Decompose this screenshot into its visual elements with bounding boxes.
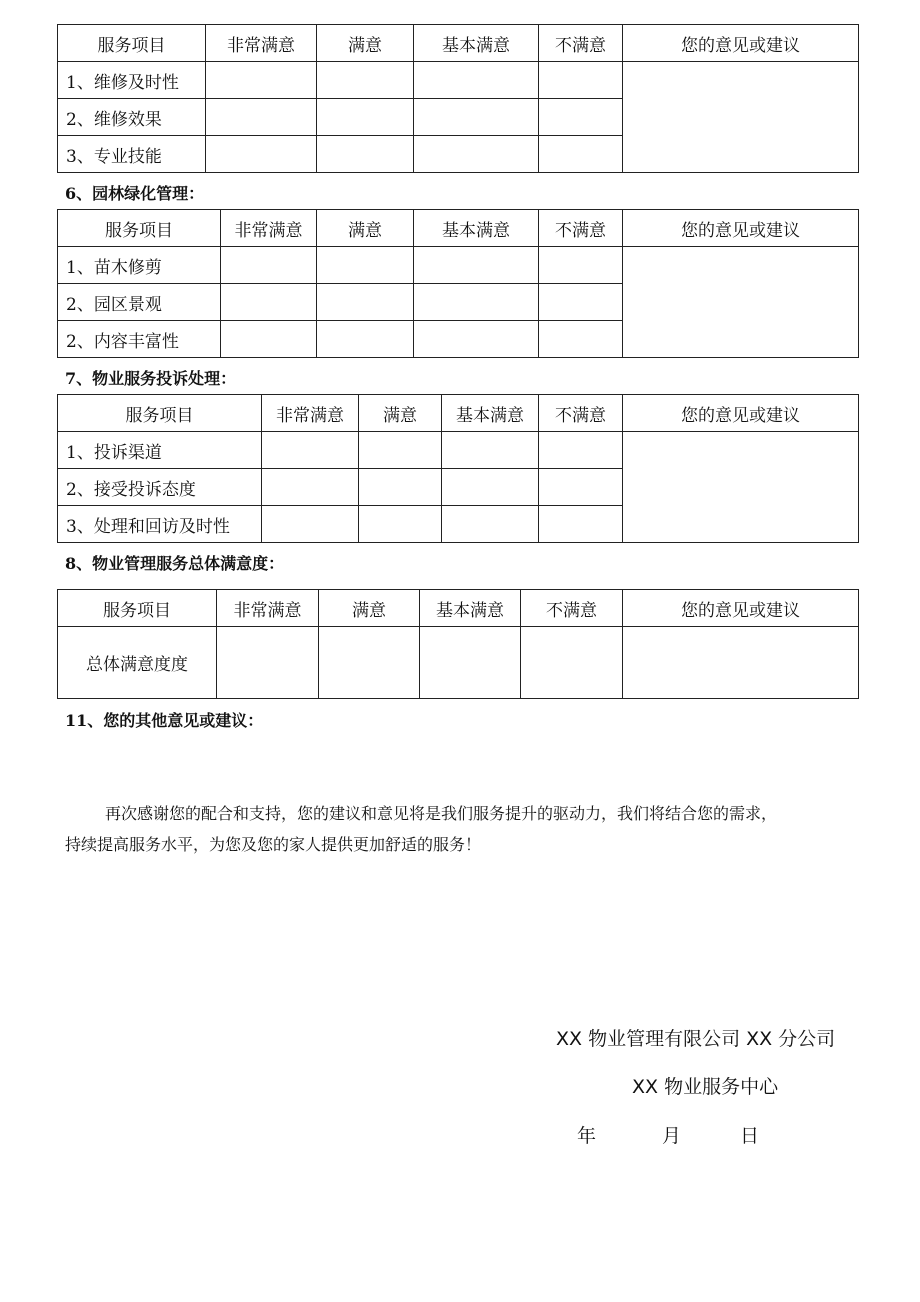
rating-cell[interactable] (539, 62, 623, 99)
rating-cell[interactable] (317, 284, 414, 321)
rating-cell[interactable] (539, 99, 623, 136)
table-row (58, 62, 859, 99)
rating-cell[interactable] (414, 99, 539, 136)
rating-cell[interactable] (539, 321, 623, 358)
rating-cell[interactable] (414, 321, 539, 358)
header-very-satisfied: 非常满意 (217, 590, 319, 627)
rating-cell[interactable] (359, 506, 442, 543)
header-very-satisfied: 非常满意 (206, 25, 317, 62)
closing-paragraph (65, 798, 860, 860)
date-month-label: 月 (662, 1125, 682, 1147)
rating-cell[interactable] (442, 469, 539, 506)
rating-cell[interactable] (539, 506, 623, 543)
suggestion-cell[interactable] (623, 627, 859, 699)
rating-cell[interactable] (317, 136, 414, 173)
rating-cell[interactable] (206, 99, 317, 136)
table-row (58, 247, 859, 284)
row-label: 3、处理和回访及时性 (58, 506, 262, 543)
rating-cell[interactable] (539, 469, 623, 506)
header-service-item: 服务项目 (58, 590, 217, 627)
header-basically-satisfied: 基本满意 (420, 590, 521, 627)
rating-cell[interactable] (539, 432, 623, 469)
rating-cell[interactable] (359, 469, 442, 506)
header-suggestions: 您的意见或建议 (623, 210, 859, 247)
rating-cell[interactable] (414, 247, 539, 284)
rating-cell[interactable] (539, 284, 623, 321)
header-suggestions: 您的意见或建议 (623, 590, 859, 627)
header-basically-satisfied: 基本满意 (414, 210, 539, 247)
rating-cell[interactable] (262, 432, 359, 469)
rating-cell[interactable] (221, 284, 317, 321)
rating-cell[interactable] (414, 136, 539, 173)
date-day-label: 日 (740, 1125, 760, 1147)
row-label: 2、接受投诉态度 (58, 469, 262, 506)
suggestion-cell[interactable] (623, 247, 859, 358)
header-dissatisfied: 不满意 (539, 25, 623, 62)
header-very-satisfied: 非常满意 (262, 395, 359, 432)
section-6-heading: 6、园林绿化管理： (65, 184, 205, 203)
section-11-heading: 11、您的其他意见或建议： (65, 711, 264, 730)
rating-cell[interactable] (317, 321, 414, 358)
header-satisfied: 满意 (319, 590, 420, 627)
header-very-satisfied: 非常满意 (221, 210, 317, 247)
header-suggestions: 您的意见或建议 (623, 25, 859, 62)
header-dissatisfied: 不满意 (521, 590, 623, 627)
row-label: 1、投诉渠道 (58, 432, 262, 469)
rating-cell[interactable] (420, 627, 521, 699)
section-8-heading: 8、物业管理服务总体满意度： (65, 554, 285, 573)
row-label: 总体满意度度 (58, 627, 217, 699)
rating-cell[interactable] (221, 247, 317, 284)
table-row (58, 627, 859, 699)
header-service-item: 服务项目 (58, 210, 221, 247)
header-basically-satisfied: 基本满意 (414, 25, 539, 62)
rating-cell[interactable] (539, 247, 623, 284)
row-label: 2、内容丰富性 (58, 321, 221, 358)
header-basically-satisfied: 基本满意 (442, 395, 539, 432)
closing-line-1: 再次感谢您的配合和支持，您的建议和意见将是我们服务提升的驱动力，我们将结合您的需求， (105, 804, 778, 823)
header-service-item: 服务项目 (58, 25, 206, 62)
complaint-handling-table (57, 394, 859, 543)
table-row (58, 432, 859, 469)
rating-cell[interactable] (442, 506, 539, 543)
rating-cell[interactable] (521, 627, 623, 699)
header-suggestions: 您的意见或建议 (623, 395, 859, 432)
header-satisfied: 满意 (317, 25, 414, 62)
row-label: 1、维修及时性 (58, 62, 206, 99)
landscaping-table (57, 209, 859, 358)
header-service-item: 服务项目 (58, 395, 262, 432)
header-satisfied: 满意 (359, 395, 442, 432)
rating-cell[interactable] (221, 321, 317, 358)
repair-service-table (57, 24, 859, 173)
section-7-heading: 7、物业服务投诉处理： (65, 369, 237, 388)
row-label: 3、专业技能 (58, 136, 206, 173)
overall-satisfaction-table (57, 589, 859, 699)
rating-cell[interactable] (414, 284, 539, 321)
rating-cell[interactable] (317, 62, 414, 99)
rating-cell[interactable] (539, 136, 623, 173)
row-label: 2、园区景观 (58, 284, 221, 321)
service-center-name: XX 物业服务中心 (632, 1076, 779, 1098)
suggestion-cell[interactable] (623, 62, 859, 173)
rating-cell[interactable] (206, 136, 317, 173)
suggestion-cell[interactable] (623, 432, 859, 543)
rating-cell[interactable] (319, 627, 420, 699)
rating-cell[interactable] (359, 432, 442, 469)
rating-cell[interactable] (317, 247, 414, 284)
rating-cell[interactable] (414, 62, 539, 99)
header-dissatisfied: 不满意 (539, 395, 623, 432)
rating-cell[interactable] (206, 62, 317, 99)
rating-cell[interactable] (442, 432, 539, 469)
closing-line-2: 持续提高服务水平，为您及您的家人提供更加舒适的服务！ (65, 835, 482, 854)
rating-cell[interactable] (317, 99, 414, 136)
rating-cell[interactable] (262, 506, 359, 543)
rating-cell[interactable] (217, 627, 319, 699)
row-label: 1、苗木修剪 (58, 247, 221, 284)
row-label: 2、维修效果 (58, 99, 206, 136)
header-satisfied: 满意 (317, 210, 414, 247)
header-dissatisfied: 不满意 (539, 210, 623, 247)
company-name: XX 物业管理有限公司 XX 分公司 (556, 1028, 836, 1050)
rating-cell[interactable] (262, 469, 359, 506)
date-year-label: 年 (577, 1125, 597, 1147)
